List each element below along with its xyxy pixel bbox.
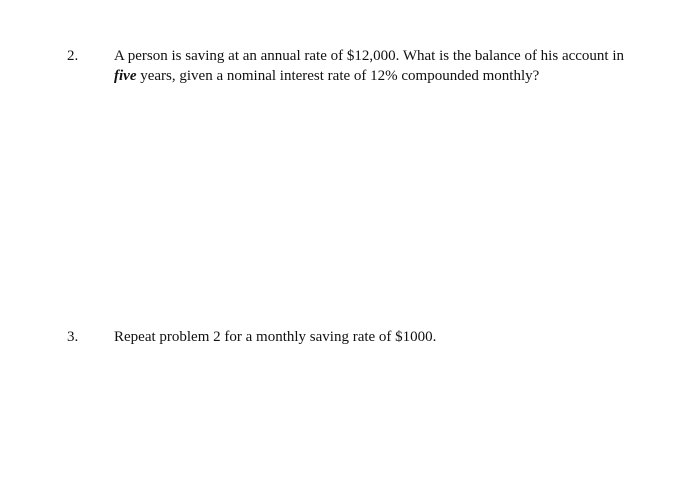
- problem-text-line-2: [114, 66, 674, 86]
- problem-text-line-2-rest: years, given a nominal interest rate of 12% compounded monthly?: [136, 68, 540, 84]
- problem-text-line-1: Repeat problem 2 for a monthly saving rate of $1000.: [114, 329, 437, 345]
- emphasized-word: five: [114, 68, 137, 84]
- problem-number: 3.: [67, 329, 79, 345]
- problem-text-line-1: A person is saving at an annual rate of $12,000. What is the balance of his account in: [114, 48, 624, 64]
- problem-text: [114, 46, 674, 86]
- problem-text: [114, 327, 674, 347]
- problem-number: 2.: [67, 48, 79, 64]
